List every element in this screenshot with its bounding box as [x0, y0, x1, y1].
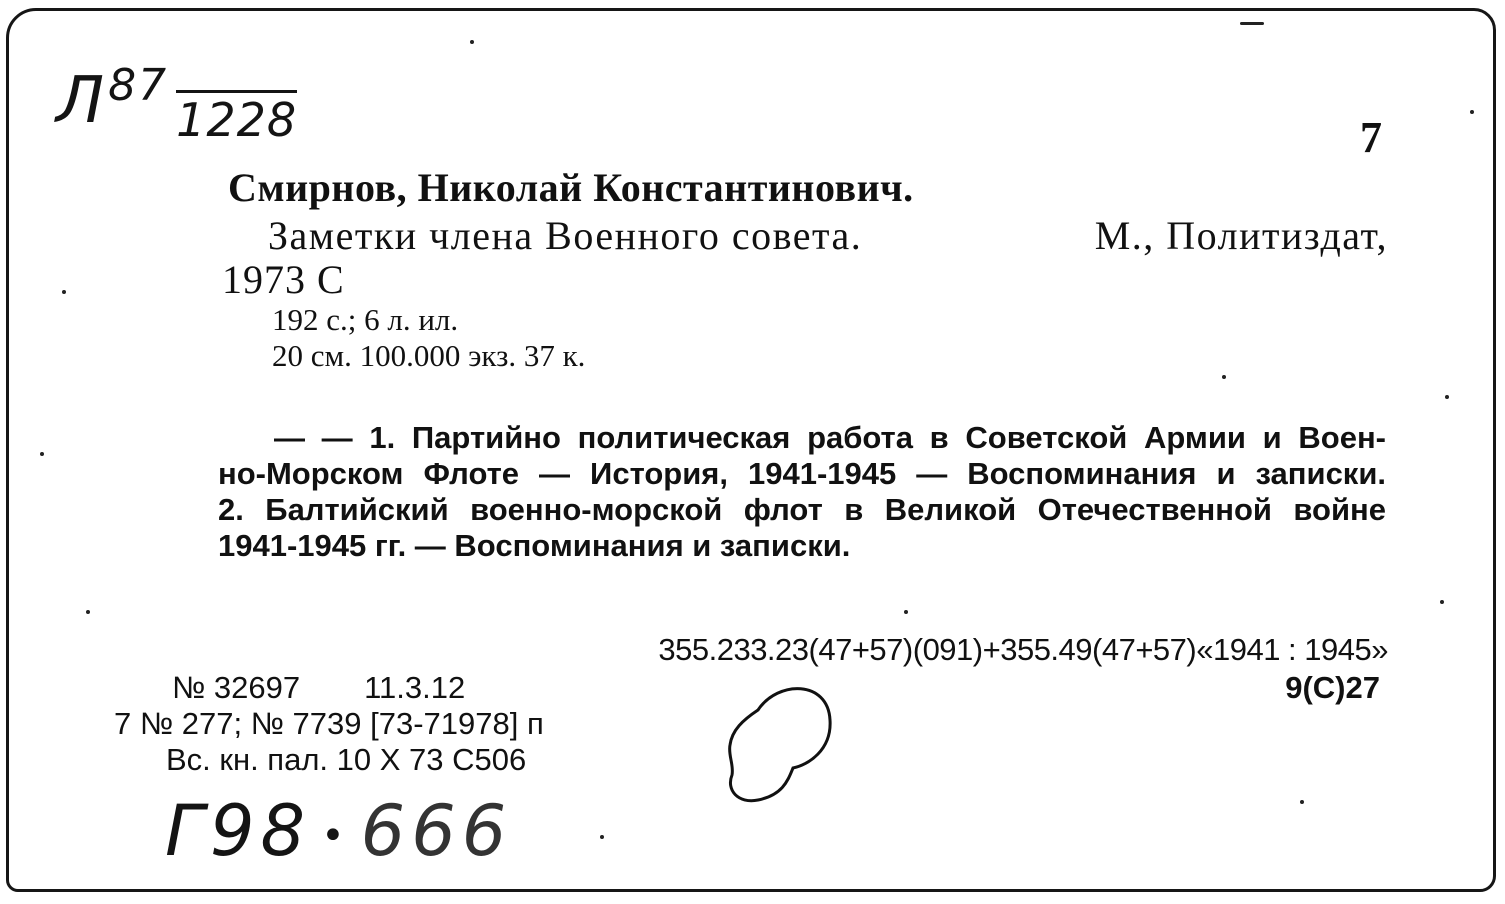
registration-code: 11.3.12: [364, 670, 466, 705]
udc-classification: 355.233.23(47+57)(091)+355.49(47+57)«1941 : 1945»: [658, 632, 1388, 667]
speck: [40, 452, 44, 456]
handwritten-inventory: [165, 790, 512, 872]
handwritten-number: 87: [108, 60, 169, 111]
book-title: Заметки члена Военного совета.: [268, 213, 863, 258]
subject-line: 2. Балтийский военно-морской флот в Великой Отечественной войне: [218, 492, 1386, 527]
speck: [62, 290, 66, 294]
subject-line: — — 1. Партийно политическая работа в Советской Армии и Воен-: [274, 420, 1386, 455]
speck: [1240, 22, 1264, 25]
speck: [1222, 375, 1226, 379]
ink-mark-icon: [718, 680, 838, 806]
registration-line: [172, 670, 465, 706]
subject-line: 1941-1945 гг. — Воспоминания и записки.: [218, 528, 851, 563]
publisher: М., Политиздат,: [1094, 213, 1388, 258]
speck: [86, 610, 90, 614]
handwritten-letter: Л: [56, 64, 107, 138]
bbk-classification: 9(С)27: [1285, 670, 1380, 705]
handwritten-shelfmark: [56, 60, 298, 147]
order-line: 7 № 277; № 7739 [73-71978] п: [114, 706, 544, 741]
speck: [600, 835, 604, 839]
pages-description: 192 с.; 6 л. ил.: [272, 302, 459, 337]
speck: [470, 40, 474, 44]
handwritten-inventory-tail: 666: [360, 790, 513, 872]
size-run-price: 20 см. 100.000 экз. 37 к.: [272, 338, 586, 373]
title-line: [268, 212, 1388, 259]
subject-line: но-Морском Флоте — История, 1941-1945 — Воспоминания и записки.: [218, 456, 1386, 491]
handwritten-inventory-code: Г98: [165, 790, 312, 872]
speck: [1445, 395, 1449, 399]
publication-year: 1973 С: [222, 257, 345, 302]
speck: [1470, 110, 1474, 114]
card-sequence-number: 7: [1360, 113, 1382, 162]
book-chamber-line: Вс. кн. пал. 10 Х 73 С506: [166, 742, 527, 777]
subject-headings: [218, 420, 1386, 564]
registration-number: № 32697: [172, 670, 301, 705]
handwritten-subnumber: 1228: [176, 90, 297, 147]
speck: [1440, 600, 1444, 604]
handwritten-dot: •: [321, 812, 351, 859]
author-heading: Смирнов, Николай Константинович.: [228, 165, 914, 210]
speck: [904, 610, 908, 614]
speck: [1300, 800, 1304, 804]
